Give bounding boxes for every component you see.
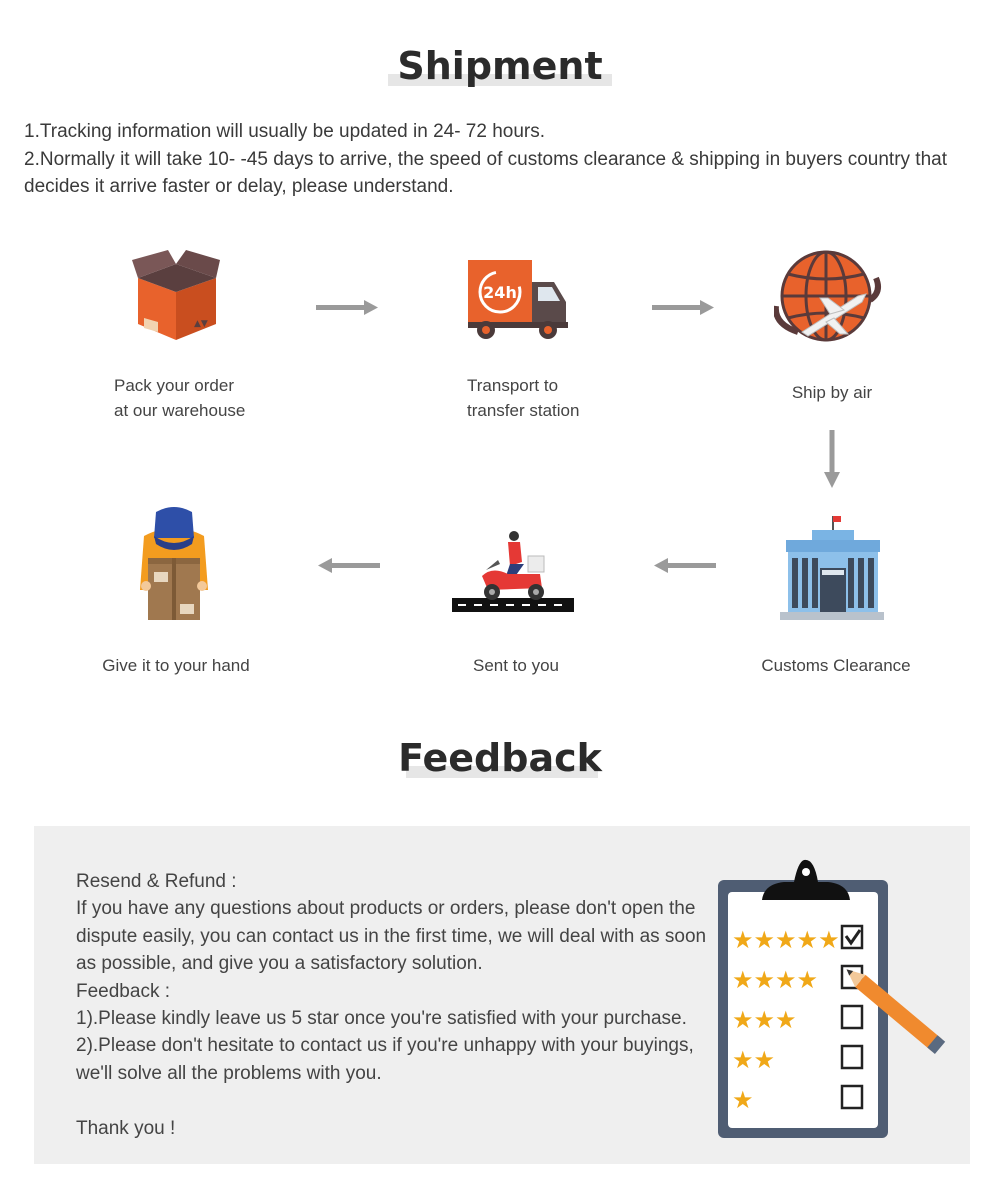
rating-stars: ★★★★★ bbox=[732, 926, 840, 954]
arrow-right-icon bbox=[652, 298, 716, 318]
transport-caption bbox=[467, 373, 579, 423]
feedback-line: we'll solve all the problems with you. bbox=[76, 1062, 382, 1084]
feedback-text bbox=[76, 868, 726, 1142]
feedback-line: as possible, and give you a satisfactory solution. bbox=[76, 953, 483, 975]
checkbox-icon bbox=[842, 1046, 862, 1068]
box-icon bbox=[130, 248, 222, 344]
intro-line: 1.Tracking information will usually be updated in 24- 72 hours. bbox=[24, 121, 546, 142]
globe-airplane-icon bbox=[774, 248, 882, 348]
feedback-line: Feedback : bbox=[76, 980, 170, 1002]
thank-you-text: Thank you ! bbox=[76, 1117, 176, 1139]
feedback-title: Feedback bbox=[398, 736, 602, 780]
arrow-left-icon bbox=[652, 556, 716, 576]
sent-caption: Sent to you bbox=[472, 656, 559, 675]
hand-caption: Give it to your hand bbox=[102, 656, 250, 675]
shipment-title: Shipment bbox=[397, 44, 603, 88]
arrow-left-icon bbox=[316, 556, 380, 576]
caption-line: Transport to bbox=[467, 376, 559, 395]
rating-stars: ★★★ bbox=[732, 1006, 797, 1034]
feedback-line: Resend & Refund : bbox=[76, 871, 237, 892]
courier-holding-box-icon bbox=[136, 506, 212, 626]
arrow-right-icon bbox=[316, 298, 380, 318]
24h-badge: 24h bbox=[483, 283, 517, 302]
feedback-line: 1).Please kindly leave us 5 star once you're satisfied with your purchase. bbox=[76, 1008, 687, 1030]
delivery-scooter-icon bbox=[452, 526, 576, 618]
shipment-intro bbox=[24, 118, 974, 201]
feedback-line: dispute easily, you can contact us in the first time, we will deal with as soon bbox=[76, 925, 707, 947]
feedback-line: 2).Please don't hesitate to contact us if you're unhappy with your buyings, bbox=[76, 1035, 694, 1057]
arrow-down-icon bbox=[822, 430, 842, 490]
rating-stars: ★ bbox=[732, 1086, 754, 1114]
delivery-truck-icon bbox=[466, 256, 572, 346]
caption-line: transfer station bbox=[467, 401, 580, 420]
feedback-heading bbox=[0, 736, 1000, 784]
feedback-line: If you have any questions about products or orders, please don't open the bbox=[76, 898, 696, 920]
customs-building-icon bbox=[776, 514, 886, 624]
checkbox-icon bbox=[842, 1006, 862, 1028]
shipment-heading bbox=[0, 44, 1000, 92]
caption-line: at our warehouse bbox=[114, 401, 246, 420]
pack-caption bbox=[114, 373, 245, 423]
intro-line: 2.Normally it will take 10- -45 days to arrive, the speed of customs clearance & shipping in buyers country that bbox=[24, 148, 947, 170]
customs-caption: Customs Clearance bbox=[761, 656, 911, 675]
rating-clipboard-icon bbox=[714, 856, 970, 1147]
checkbox-icon bbox=[842, 1086, 862, 1108]
rating-stars: ★★ bbox=[732, 1046, 776, 1074]
intro-line: decides it arrive faster or delay, please understand. bbox=[24, 176, 454, 197]
caption-line: Pack your order bbox=[114, 376, 234, 395]
rating-stars: ★★★★ bbox=[732, 966, 819, 994]
svg-text:▲▼: ▲▼ bbox=[194, 319, 208, 329]
feedback-panel bbox=[34, 826, 970, 1164]
air-caption: Ship by air bbox=[791, 383, 873, 402]
